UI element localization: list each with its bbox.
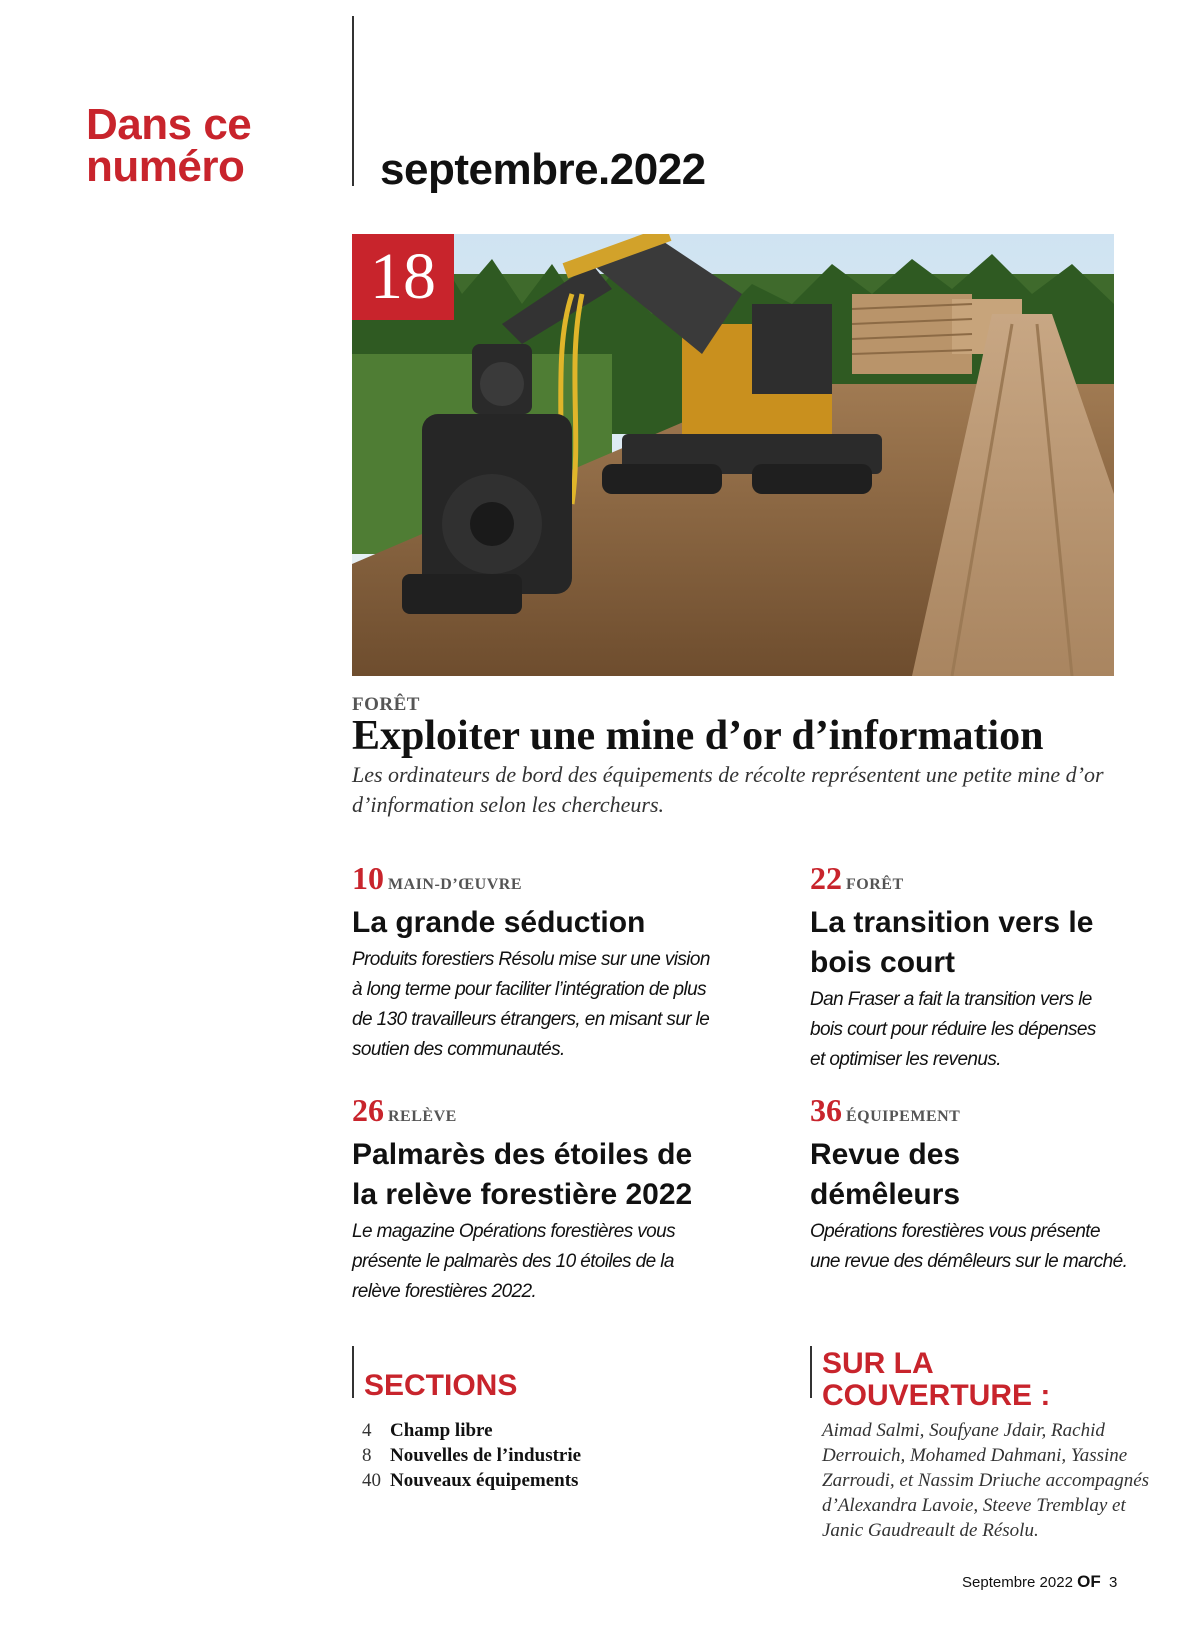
feature-category: FORÊT	[352, 694, 420, 715]
sections-list-item[interactable]	[362, 1418, 581, 1443]
section-label: Champ libre	[390, 1420, 493, 1441]
article-page-number: 10	[352, 860, 384, 896]
feature-page-badge: 18	[352, 234, 454, 320]
feature-title[interactable]: Exploiter une mine d’or d’information	[352, 713, 1044, 759]
article-title[interactable]: Revue des démêleurs	[810, 1138, 961, 1211]
footer-brand: OF	[1077, 1572, 1101, 1591]
article-description: Dan Fraser a fait la transition vers le bois court pour réduire les dépenses et optimiser les revenus.	[810, 989, 1096, 1070]
cover-caption: Aimad Salmi, Soufyane Jdair, Rachid Derrouich, Mohamed Dahmani, Yassine Zarroudi, et Nassim Driuche accompagnés d’Alexandra Lavoie, Steeve Tremblay et Janic Gaudreault de Résolu.	[822, 1420, 1150, 1541]
article-item[interactable]	[352, 860, 712, 1065]
page-footer	[962, 1572, 1117, 1592]
article-description: Opérations forestières vous présente une revue des démêleurs sur le marché.	[810, 1221, 1128, 1272]
header-divider	[352, 16, 354, 186]
article-category: MAIN-D’ŒUVRE	[388, 876, 522, 893]
article-category: ÉQUIPEMENT	[846, 1108, 961, 1125]
feature-photo[interactable]	[352, 234, 1114, 676]
section-page: 40	[362, 1470, 381, 1491]
section-title-line2: numéro	[86, 142, 245, 191]
article-page-number: 22	[810, 860, 842, 896]
sections-list-item[interactable]	[362, 1443, 581, 1468]
article-category: FORÊT	[846, 876, 904, 893]
footer-issue: Septembre 2022	[962, 1574, 1073, 1591]
article-item[interactable]	[810, 1092, 1130, 1277]
section-title	[86, 100, 252, 191]
footer-page-number: 3	[1109, 1574, 1118, 1591]
cover-heading-line2: COUVERTURE :	[822, 1379, 1051, 1412]
section-page: 4	[362, 1420, 372, 1441]
article-title[interactable]: Palmarès des étoiles de la relève forestière 2022	[352, 1138, 693, 1211]
sections-heading: SECTIONS	[364, 1369, 518, 1402]
sections-list	[362, 1418, 581, 1493]
article-title[interactable]: La transition vers le bois court	[810, 906, 1094, 979]
article-page-number: 36	[810, 1092, 842, 1128]
article-item[interactable]	[352, 1092, 712, 1307]
article-category: RELÈVE	[388, 1108, 457, 1125]
cover-heading	[822, 1348, 1050, 1412]
sections-list-item[interactable]	[362, 1468, 581, 1493]
sections-divider	[352, 1346, 354, 1398]
section-label: Nouvelles de l’industrie	[390, 1445, 582, 1466]
article-description: Le magazine Opérations forestières vous présente le palmarès des 10 étoiles de la relève forestières 2022.	[352, 1221, 676, 1302]
article-title[interactable]: La grande séduction	[352, 906, 646, 939]
cover-heading-line1: SUR LA	[822, 1347, 934, 1380]
article-description: Produits forestiers Résolu mise sur une vision à long terme pour faciliter l’intégration de plus de 130 travailleurs étrangers, en misant sur le soutien des communautés.	[352, 949, 710, 1060]
section-label: Nouveaux équipements	[390, 1470, 579, 1491]
article-item[interactable]	[810, 860, 1130, 1075]
cover-divider	[810, 1346, 812, 1398]
section-title-line1: Dans ce	[86, 100, 252, 149]
article-page-number: 26	[352, 1092, 384, 1128]
section-page: 8	[362, 1445, 372, 1466]
feature-subtitle: Les ordinateurs de bord des équipements de récolte représentent une petite mine d’or d’information selon les chercheurs.	[352, 762, 1104, 817]
issue-date: septembre.2022	[380, 145, 706, 194]
